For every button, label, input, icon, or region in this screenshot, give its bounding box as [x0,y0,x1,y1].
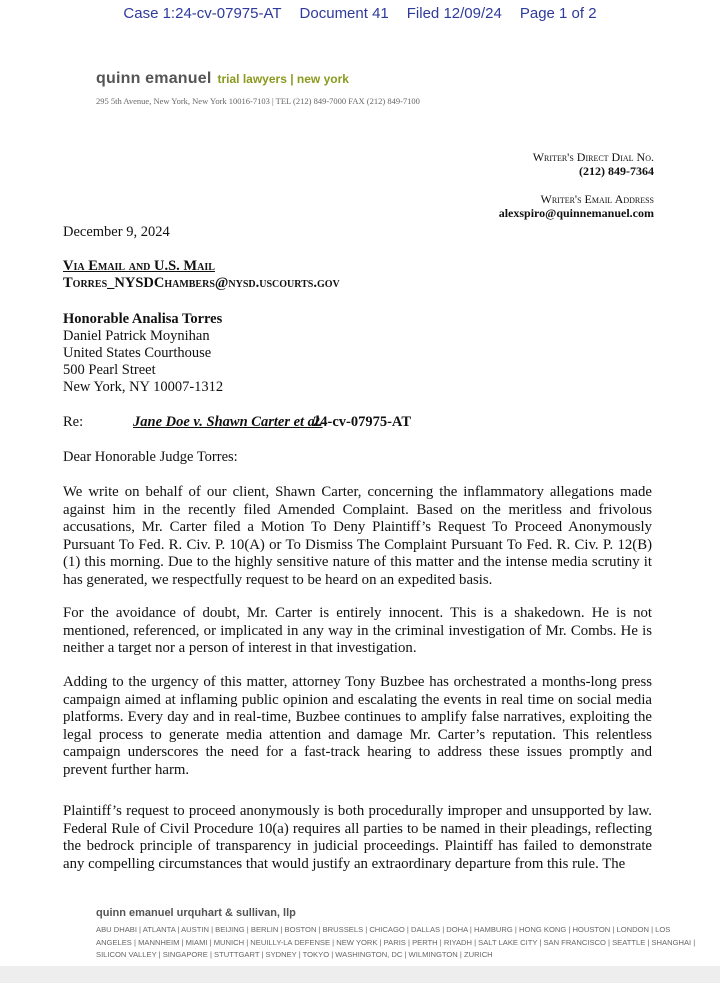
letterhead-address: 295 5th Avenue, New York, New York 10016-7103 | TEL (212) 849-7000 FAX (212) 849-7100 [96,96,420,106]
recipient-line-2: United States Courthouse [63,345,212,361]
delivery-email: Torres_NYSDChambers@nysd.uscourts.gov [63,275,340,291]
body-paragraph-1: We write on behalf of our client, Shawn Carter, concerning the inflammatory allegations made against him in the recently filed Amended Complaint. Based on the meritless and frivolous accusations, Mr. Carter filed a Motion To Deny Plaintiff’s Request To Proceed Anonymously Pursuant To Fed. R. Civ. P. 10(A) or To Dismiss The Complaint Pursuant To Fed. R. Civ. P. 12(B)(1) this morning. Due to the highly sensitive nature of this matter and the intense media scrutiny it has generated, we respectfully request to be heard on an expedited basis. [63,484,652,588]
re-label: Re: [63,414,84,430]
direct-dial-number: (212) 849-7364 [579,164,654,178]
body-paragraph-2: For the avoidance of doubt, Mr. Carter is entirely innocent. This is a shakedown. He is not mentioned, referenced, or implicated in any way in the criminal investigation of Mr. Combs. He is neither a target nor a person of interest in that investigation. [63,605,652,657]
footer-office-locations: ABU DHABI | ATLANTA | AUSTIN | BEIJING | BERLIN | BOSTON | BRUSSELS | CHICAGO | DALLAS | DOHA | HAMBURG | HONG KONG | HOUSTON | LONDON | LOS ANGELES | MANNHEIM | MIAMI | MUNICH | NEUILLY-LA DEFENSE | NEW YORK | PARIS | PERTH | RIYADH | SALT LAKE CITY | SAN FRANCISCO | SEATTLE | SHANGHAI | SILICON VALLEY | SINGAPORE | STUTTGART | SYDNEY | TOKYO | WASHINGTON, DC | WILMINGTON | ZURICH [96,925,696,959]
letter-date: December 9, 2024 [63,224,170,240]
ecf-document-number: Document 41 [299,5,389,22]
re-case-number: 24-cv-07975-AT [313,414,411,430]
re-case-name: Jane Doe v. Shawn Carter et al. [133,414,323,430]
recipient-line-1: Daniel Patrick Moynihan [63,328,210,344]
page-bottom-strip [0,966,720,983]
recipient-line-4: New York, NY 10007-1312 [63,379,224,395]
ecf-page-number: Page 1 of 2 [519,5,597,22]
footer-firm-name: quinn emanuel urquhart & sullivan, llp [96,907,296,919]
body-paragraph-4: Plaintiff’s request to proceed anonymously is both procedurally improper and unsupported by law. Federal Rule of Civil Procedure 10(a) requires all parties to be named in their pleadings, reflecting the bedrock principle of transparency in judicial proceedings. Plaintiff has failed to demonstrate any compelling circumstances that would justify an extraordinary departure from this rule. The [63,803,652,872]
firm-name: quinn emanuel [96,70,212,87]
salutation: Dear Honorable Judge Torres: [63,449,238,465]
letterhead-logo [96,70,349,88]
ecf-filed-date: Filed 12/09/24 [406,5,502,22]
direct-dial-label: Writer's Direct Dial No. [532,150,654,164]
recipient-name: Honorable Analisa Torres [63,311,223,327]
email-address: alexspiro@quinnemanuel.com [498,206,654,220]
recipient-line-3: 500 Pearl Street [63,362,156,378]
body-paragraph-3: Adding to the urgency of this matter, attorney Tony Buzbee has orchestrated a months-long press campaign aimed at inflaming public opinion and escalating the events in real time on social media platforms. Every day and in real-time, Buzbee continues to amplify false narratives, exploiting the legal process to generate media attention and damage Mr. Carter’s reputation. This relentless campaign underscores the need for a fast-track hearing to address these issues promptly and prevent further harm. [63,674,652,778]
ecf-header [0,5,720,22]
email-address-label: Writer's Email Address [540,192,654,206]
delivery-method: Via Email and U.S. Mail [63,258,215,274]
firm-tagline: trial lawyers | new york [217,72,349,86]
ecf-case-number: Case 1:24-cv-07975-AT [123,5,282,22]
